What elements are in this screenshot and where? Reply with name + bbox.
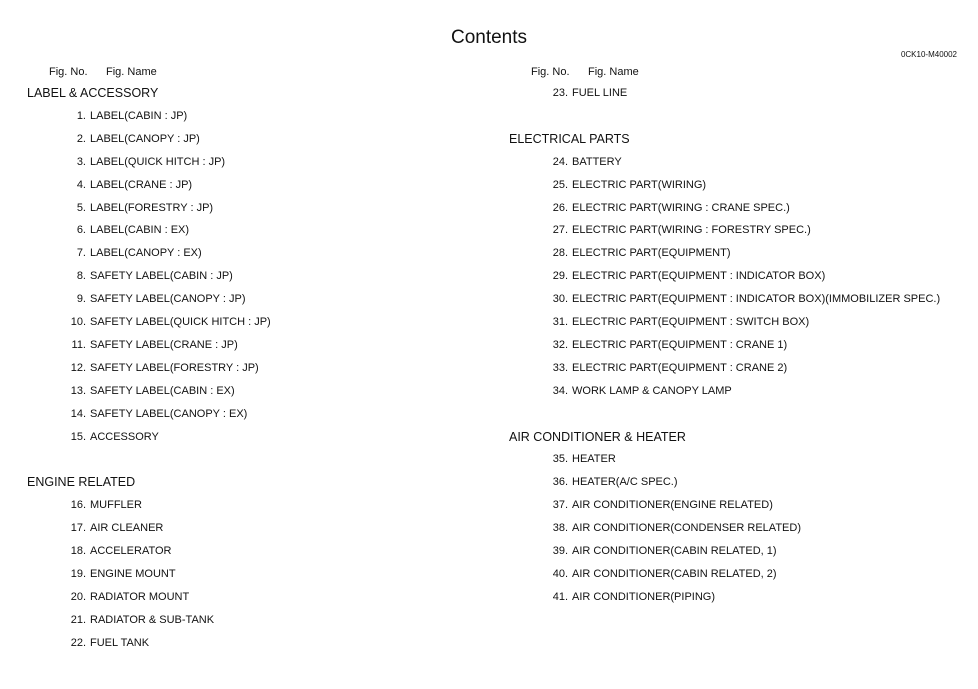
contents-entry[interactable] bbox=[0, 110, 480, 124]
contents-entry[interactable] bbox=[482, 545, 962, 559]
fig-name: RADIATOR MOUNT bbox=[90, 590, 190, 603]
fig-name: AIR CONDITIONER(ENGINE RELATED) bbox=[572, 499, 773, 512]
fig-number: 33. bbox=[552, 361, 568, 374]
fig-number: 25. bbox=[552, 178, 568, 191]
fig-name: RADIATOR & SUB-TANK bbox=[90, 613, 215, 626]
fig-number: 35. bbox=[552, 453, 568, 466]
section-heading: ENGINE RELATED bbox=[27, 475, 136, 490]
section-heading: LABEL & ACCESSORY bbox=[27, 86, 159, 100]
fig-number: 20. bbox=[70, 590, 86, 603]
fig-name-header: Fig. Name bbox=[106, 66, 157, 78]
section-heading: ELECTRICAL PARTS bbox=[509, 131, 630, 146]
contents-entry[interactable] bbox=[0, 202, 480, 216]
contents-entry[interactable] bbox=[0, 614, 480, 628]
contents-entry[interactable] bbox=[482, 224, 962, 238]
fig-number: 30. bbox=[552, 293, 568, 306]
fig-name: ELECTRIC PART(EQUIPMENT : INDICATOR BOX)(IMMOBILIZER SPEC.) bbox=[572, 293, 941, 306]
fig-number: 11. bbox=[71, 338, 86, 351]
fig-no-header: Fig. No. bbox=[531, 66, 570, 78]
fig-number: 32. bbox=[552, 338, 568, 351]
contents-entry[interactable] bbox=[0, 431, 480, 445]
contents-entry[interactable] bbox=[0, 156, 480, 170]
fig-number: 21. bbox=[70, 613, 86, 626]
fig-name: BATTERY bbox=[572, 155, 622, 168]
contents-entry[interactable] bbox=[0, 293, 480, 307]
page-title: Contents bbox=[450, 27, 528, 48]
fig-name: ACCELERATOR bbox=[90, 545, 172, 557]
fig-name: ELECTRIC PART(EQUIPMENT : INDICATOR BOX) bbox=[572, 270, 826, 283]
contents-entry[interactable] bbox=[0, 362, 480, 376]
contents-entry[interactable] bbox=[482, 316, 962, 330]
fig-name: ELECTRIC PART(EQUIPMENT : CRANE 1) bbox=[572, 338, 788, 351]
fig-name: SAFETY LABEL(CABIN : EX) bbox=[90, 384, 235, 397]
fig-number: 7. bbox=[76, 247, 86, 260]
contents-entry[interactable] bbox=[0, 545, 480, 559]
fig-name: ENGINE MOUNT bbox=[90, 567, 176, 580]
contents-entry[interactable] bbox=[0, 591, 480, 605]
fig-number: 23. bbox=[552, 87, 568, 99]
fig-number: 10. bbox=[70, 316, 86, 328]
contents-entry[interactable] bbox=[482, 247, 962, 261]
fig-number: 8. bbox=[76, 270, 86, 283]
fig-name: AIR CONDITIONER(CONDENSER RELATED) bbox=[572, 522, 801, 535]
contents-entry[interactable] bbox=[0, 270, 480, 284]
fig-name: LABEL(CRANE : JP) bbox=[90, 178, 193, 191]
contents-entry[interactable] bbox=[0, 408, 480, 422]
fig-number: 4. bbox=[76, 178, 86, 191]
fig-name: HEATER(A/C SPEC.) bbox=[572, 476, 678, 489]
contents-entry[interactable] bbox=[482, 568, 962, 582]
fig-number: 39. bbox=[552, 545, 568, 557]
contents-entry[interactable] bbox=[0, 522, 480, 536]
document-code: 0CK10-M40002 bbox=[900, 50, 957, 59]
fig-number: 40. bbox=[552, 567, 568, 580]
fig-number: 27. bbox=[552, 224, 568, 237]
contents-entry[interactable] bbox=[482, 453, 962, 467]
fig-number: 5. bbox=[76, 201, 86, 214]
fig-number: 14. bbox=[70, 407, 86, 420]
contents-entry[interactable] bbox=[0, 179, 480, 193]
fig-number: 18. bbox=[70, 545, 86, 557]
fig-number: 16. bbox=[70, 499, 86, 512]
fig-number: 3. bbox=[76, 155, 86, 168]
fig-number: 37. bbox=[552, 499, 568, 512]
contents-entry[interactable] bbox=[0, 224, 480, 238]
contents-entry[interactable] bbox=[0, 133, 480, 147]
fig-number: 31. bbox=[552, 316, 568, 328]
fig-no-header: Fig. No. bbox=[49, 66, 88, 78]
fig-name: ELECTRIC PART(WIRING : FORESTRY SPEC.) bbox=[572, 224, 811, 237]
fig-number: 13. bbox=[70, 384, 86, 397]
fig-name: ELECTRIC PART(EQUIPMENT) bbox=[572, 247, 731, 260]
fig-number: 24. bbox=[552, 155, 568, 168]
fig-name: LABEL(CABIN : EX) bbox=[90, 224, 190, 237]
contents-entry[interactable] bbox=[482, 362, 962, 376]
fig-name: ELECTRIC PART(EQUIPMENT : SWITCH BOX) bbox=[572, 316, 810, 328]
fig-name: ELECTRIC PART(WIRING : CRANE SPEC.) bbox=[572, 201, 790, 214]
fig-name: FUEL LINE bbox=[572, 87, 628, 99]
section-heading: AIR CONDITIONER & HEATER bbox=[509, 429, 686, 444]
fig-number: 9. bbox=[76, 293, 86, 306]
contents-entry[interactable] bbox=[0, 637, 480, 651]
fig-name: LABEL(QUICK HITCH : JP) bbox=[90, 155, 226, 168]
fig-number: 2. bbox=[76, 132, 86, 145]
fig-name: AIR CLEANER bbox=[90, 522, 164, 535]
fig-number: 1. bbox=[76, 109, 86, 122]
contents-entry[interactable] bbox=[0, 499, 480, 513]
contents-entry[interactable] bbox=[0, 316, 480, 330]
contents-entry[interactable] bbox=[482, 339, 962, 353]
fig-name: HEATER bbox=[572, 453, 616, 466]
fig-number: 19. bbox=[70, 567, 86, 580]
contents-entry[interactable] bbox=[482, 156, 962, 170]
fig-name: AIR CONDITIONER(CABIN RELATED, 1) bbox=[572, 545, 777, 557]
fig-name: WORK LAMP & CANOPY LAMP bbox=[572, 384, 732, 397]
fig-name: LABEL(FORESTRY : JP) bbox=[90, 201, 214, 214]
fig-name: SAFETY LABEL(FORESTRY : JP) bbox=[90, 361, 259, 374]
fig-number: 28. bbox=[552, 247, 568, 260]
contents-entry[interactable] bbox=[482, 202, 962, 216]
fig-name: ELECTRIC PART(WIRING) bbox=[572, 178, 707, 191]
fig-number: 17. bbox=[70, 522, 86, 535]
fig-number: 41. bbox=[552, 590, 568, 603]
fig-name: SAFETY LABEL(CANOPY : EX) bbox=[90, 407, 248, 420]
fig-number: 12. bbox=[70, 361, 86, 374]
fig-name: ELECTRIC PART(EQUIPMENT : CRANE 2) bbox=[572, 361, 788, 374]
contents-entry[interactable] bbox=[482, 385, 962, 399]
contents-entry[interactable] bbox=[0, 568, 480, 582]
fig-number: 15. bbox=[70, 430, 86, 443]
fig-name: LABEL(CANOPY : EX) bbox=[90, 247, 202, 260]
fig-number: 6. bbox=[76, 224, 86, 237]
contents-entry[interactable] bbox=[482, 591, 962, 605]
fig-name-header: Fig. Name bbox=[588, 66, 639, 78]
fig-name: FUEL TANK bbox=[90, 636, 150, 649]
fig-name: SAFETY LABEL(CRANE : JP) bbox=[90, 338, 238, 351]
fig-name: AIR CONDITIONER(PIPING) bbox=[572, 590, 716, 603]
fig-number: 29. bbox=[552, 270, 568, 283]
contents-entry[interactable] bbox=[482, 293, 962, 307]
fig-number: 38. bbox=[552, 522, 568, 535]
fig-number: 36. bbox=[552, 476, 568, 489]
contents-entry[interactable] bbox=[0, 247, 480, 261]
contents-entry[interactable] bbox=[482, 270, 962, 284]
fig-name: ACCESSORY bbox=[90, 430, 159, 443]
fig-number: 26. bbox=[552, 201, 568, 214]
contents-entry[interactable] bbox=[0, 339, 480, 353]
fig-name: AIR CONDITIONER(CABIN RELATED, 2) bbox=[572, 567, 777, 580]
contents-entry[interactable] bbox=[482, 476, 962, 490]
contents-entry[interactable] bbox=[482, 87, 962, 101]
fig-name: MUFFLER bbox=[90, 499, 142, 512]
contents-entry[interactable] bbox=[482, 499, 962, 513]
contents-entry[interactable] bbox=[0, 385, 480, 399]
fig-number: 34. bbox=[552, 384, 568, 397]
fig-name: SAFETY LABEL(CABIN : JP) bbox=[90, 270, 233, 283]
contents-entry[interactable] bbox=[482, 179, 962, 193]
fig-name: LABEL(CABIN : JP) bbox=[90, 109, 188, 122]
fig-name: SAFETY LABEL(QUICK HITCH : JP) bbox=[90, 316, 271, 328]
fig-name: LABEL(CANOPY : JP) bbox=[90, 132, 200, 145]
contents-entry[interactable] bbox=[482, 522, 962, 536]
fig-name: SAFETY LABEL(CANOPY : JP) bbox=[90, 293, 246, 306]
fig-number: 22. bbox=[70, 636, 86, 649]
